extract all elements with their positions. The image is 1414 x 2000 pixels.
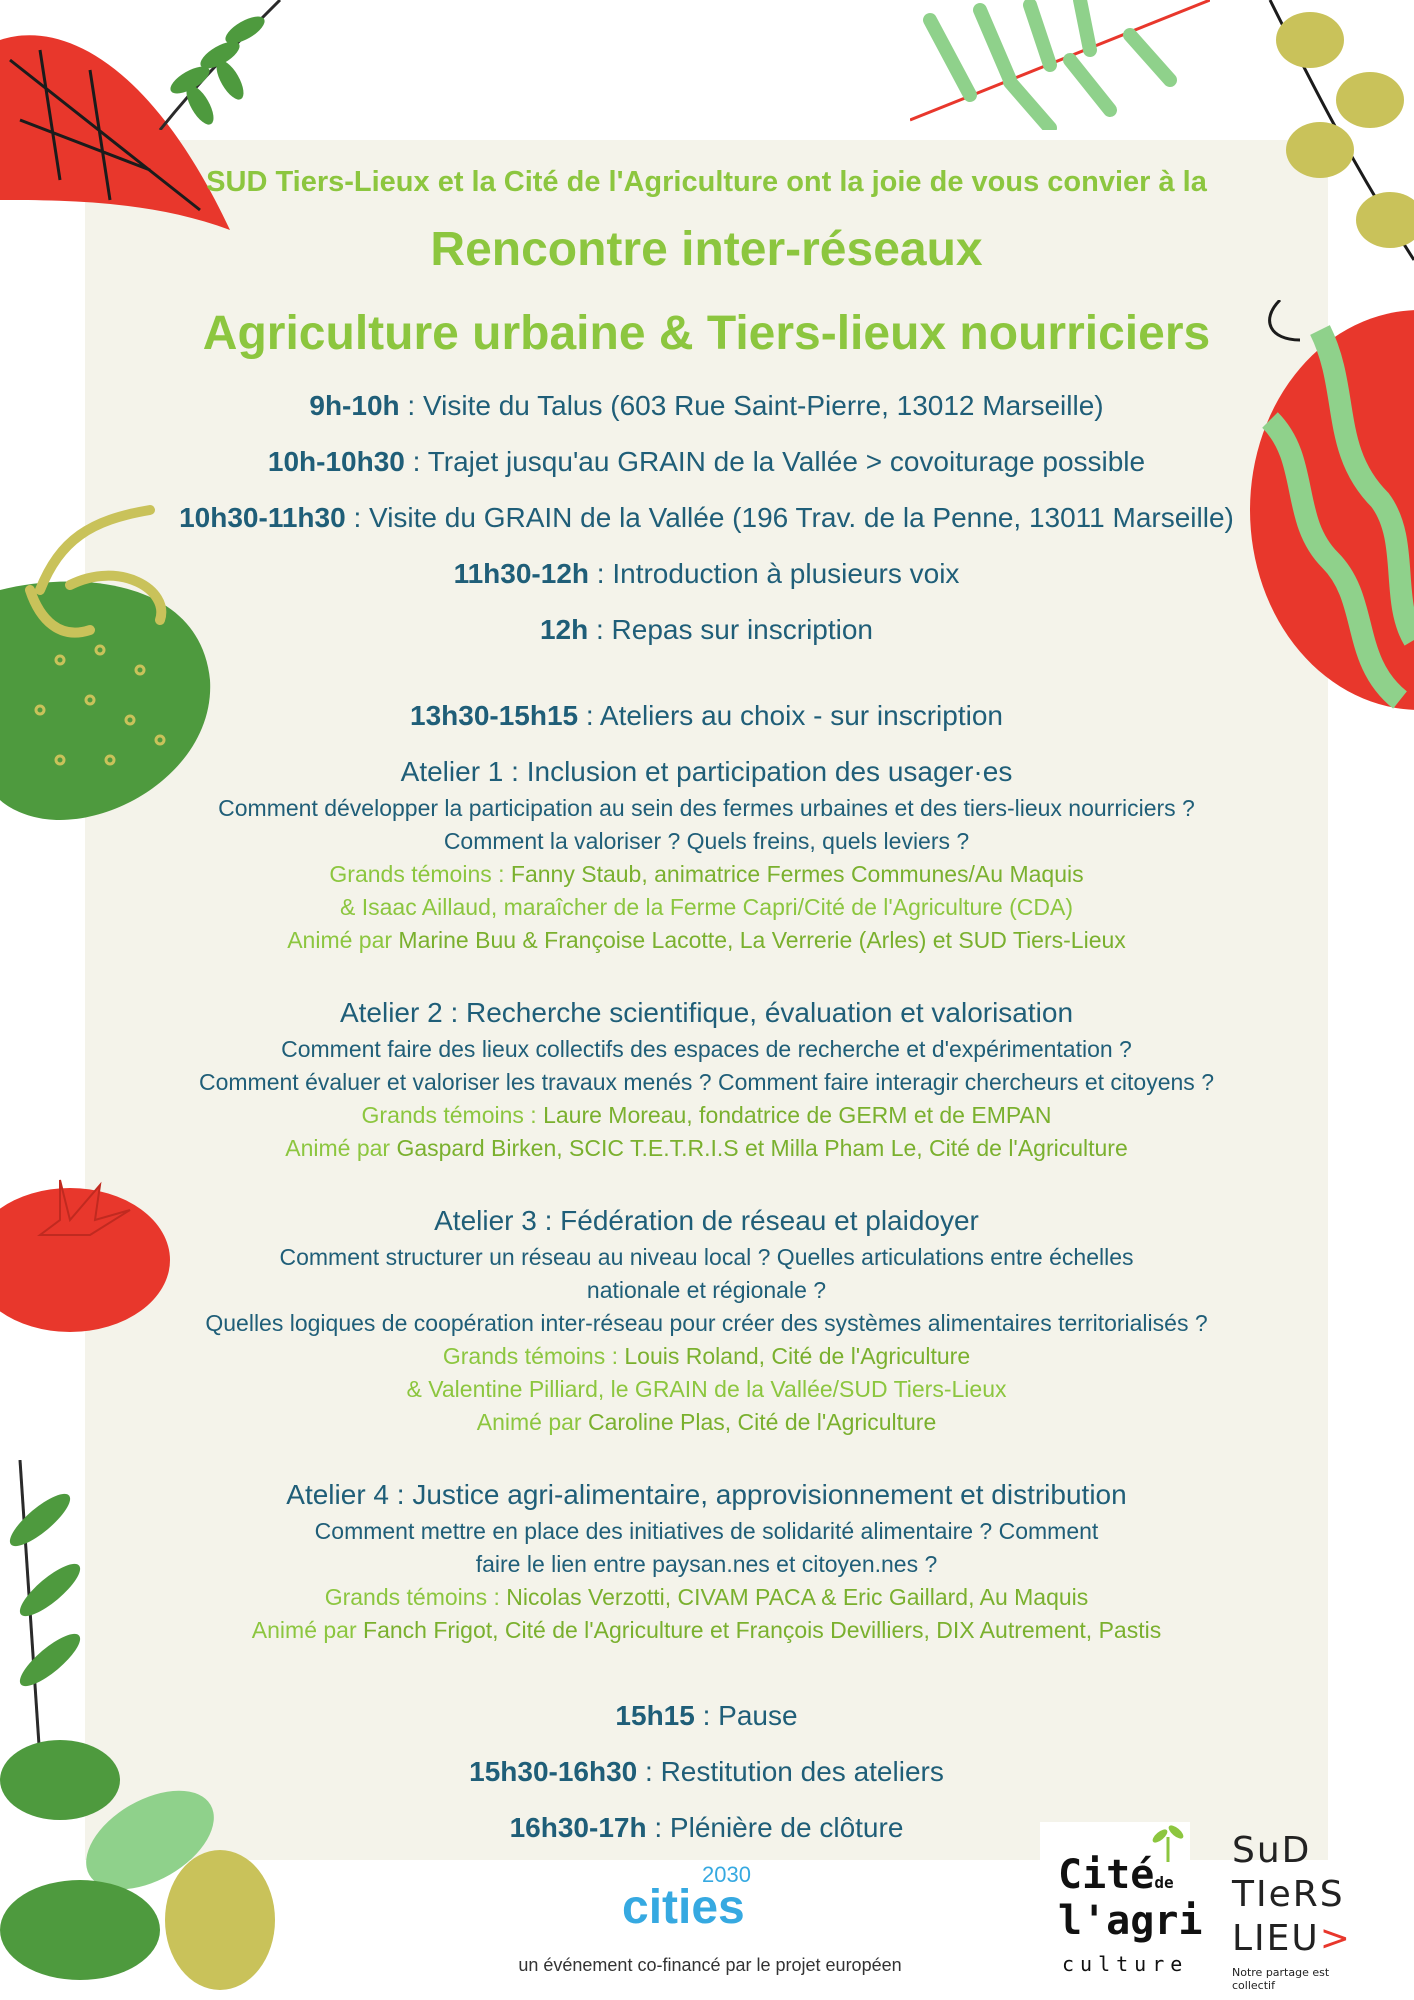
schedule-time: 15h30-16h30	[469, 1756, 638, 1787]
host-names: Marine Buu & Françoise Lacotte, La Verrerie (Arles) et SUD Tiers-Lieux	[398, 927, 1126, 953]
schedule-text: : Plénière de clôture	[646, 1812, 904, 1843]
workshop-host	[85, 1406, 1328, 1439]
cities-name: cities	[622, 1881, 745, 1934]
workshop-1	[85, 752, 1328, 957]
workshop-witnesses	[85, 1581, 1328, 1614]
schedule-text: : Pause	[694, 1700, 798, 1731]
schedule-item	[85, 1756, 1328, 1788]
host-label: Animé par	[251, 1617, 364, 1643]
workshop-3	[85, 1201, 1328, 1439]
workshop-question: Comment mettre en place des initiatives de solidarité alimentaire ? Comment faire le lien entre paysan.nes et citoyen.nes ?	[314, 1518, 1099, 1577]
schedule-text: : Repas sur inscription	[588, 614, 874, 645]
schedule-text: : Visite du Talus (603 Rue Saint-Pierre, 13012 Marseille)	[399, 390, 1104, 421]
host-label: Animé par	[287, 927, 399, 953]
cities-year: 2030	[702, 1862, 751, 1887]
witness-names: Nicolas Verzotti, CIVAM PACA & Eric Gaillard, Au Maquis	[506, 1584, 1089, 1610]
footer-cofinanced: un événement co-financé par le projet européen	[518, 1955, 902, 1975]
schedule-time: 12h	[539, 614, 589, 645]
schedule-time: 16h30-17h	[509, 1812, 647, 1843]
sud-tagline: Notre partage est collectif	[1232, 1966, 1330, 1992]
workshop-question: Comment évaluer et valoriser les travaux menés ? Comment faire interagir chercheurs et citoyens ?	[199, 1069, 1214, 1095]
witness-names: Laure Moreau, fondatrice de GERM et de EMPAN	[543, 1102, 1052, 1128]
workshop-title: Atelier 1 : Inclusion et participation des usager·es	[400, 756, 1013, 787]
workshop-witnesses-cont: & Isaac Aillaud, maraîcher de la Ferme Capri/Cité de l'Agriculture (CDA)	[339, 894, 1073, 920]
cite-line1	[1058, 1852, 1174, 1898]
cite-word: Cité	[1058, 1852, 1155, 1898]
cite-de: de	[1154, 1873, 1174, 1892]
event-title: Rencontre inter-réseaux	[430, 223, 983, 276]
schedule-time: 9h-10h	[309, 390, 400, 421]
schedule-time: 13h30-15h15	[410, 700, 579, 731]
host-label: Animé par	[285, 1135, 397, 1161]
workshop-witnesses	[85, 858, 1328, 891]
schedule-time: 15h15	[615, 1700, 695, 1731]
workshop-title: Atelier 2 : Recherche scientifique, évaluation et valorisation	[339, 997, 1074, 1028]
workshop-witnesses	[85, 1340, 1328, 1373]
workshop-question: Comment la valoriser ? Quels freins, quels leviers ?	[443, 828, 970, 854]
host-names: Fanch Frigot, Cité de l'Agriculture et François Devilliers, DIX Autrement, Pastis	[363, 1617, 1162, 1643]
host-names: Gaspard Birken, SCIC T.E.T.R.I.S et Milla Pham Le, Cité de l'Agriculture	[396, 1135, 1128, 1161]
host-names: Caroline Plas, Cité de l'Agriculture	[587, 1409, 937, 1435]
schedule-text: : Introduction à plusieurs voix	[589, 558, 960, 589]
sud-line3	[1232, 1918, 1352, 1959]
sud-arrow-icon: >	[1319, 1918, 1352, 1959]
schedule-item	[85, 558, 1328, 590]
schedule-item	[85, 390, 1328, 422]
workshop-question: Comment structurer un réseau au niveau local ? Quelles articulations entre échelles nationale et régionale ?	[279, 1244, 1134, 1303]
sud-line1: SuD	[1232, 1830, 1312, 1871]
witness-label: Grands témoins :	[324, 1584, 507, 1610]
workshop-question: Comment faire des lieux collectifs des espaces de recherche et d'expérimentation ?	[281, 1036, 1132, 1062]
workshop-host	[85, 1614, 1328, 1647]
event-subtitle: Agriculture urbaine & Tiers-lieux nourriciers	[202, 307, 1211, 360]
cite-line3: culture	[1062, 1952, 1189, 1976]
workshop-host	[85, 924, 1328, 957]
schedule-text: : Ateliers au choix - sur inscription	[578, 700, 1003, 731]
witness-label: Grands témoins :	[442, 1343, 625, 1369]
workshop-question: Comment développer la participation au sein des fermes urbaines et des tiers-lieux nourriciers ?	[218, 795, 1195, 821]
witness-label: Grands témoins :	[361, 1102, 544, 1128]
palm-leaf-icon	[910, 0, 1210, 130]
workshop-host	[85, 1132, 1328, 1165]
schedule-time: 10h-10h30	[267, 446, 405, 477]
schedule-item	[85, 502, 1328, 534]
schedule-item	[85, 700, 1328, 732]
sud-lieu: LIEU	[1232, 1918, 1320, 1959]
sud-line2: TIeRS	[1232, 1874, 1345, 1915]
witness-names: Louis Roland, Cité de l'Agriculture	[624, 1343, 971, 1369]
cite-agriculture-logo	[1040, 1822, 1203, 1992]
schedule-text: : Trajet jusqu'au GRAIN de la Vallée > covoiturage possible	[404, 446, 1146, 477]
schedule-item	[85, 614, 1328, 646]
schedule-text: : Restitution des ateliers	[637, 1756, 944, 1787]
fern-leaf-icon	[150, 0, 290, 130]
host-label: Animé par	[476, 1409, 588, 1435]
cite-line2: l'agri	[1058, 1898, 1203, 1944]
workshop-witnesses	[85, 1099, 1328, 1132]
schedule-time: 11h30-12h	[453, 558, 589, 589]
sud-tiers-lieux-logo	[1220, 1830, 1370, 1990]
witness-names: Fanny Staub, animatrice Fermes Communes/Au Maquis	[510, 861, 1084, 887]
workshop-question: Quelles logiques de coopération inter-réseau pour créer des systèmes alimentaires territorialisés ?	[205, 1310, 1208, 1336]
workshop-4	[85, 1475, 1328, 1647]
workshop-2	[85, 993, 1328, 1165]
workshops-section	[85, 752, 1328, 1683]
intro-line: SUD Tiers-Lieux et la Cité de l'Agriculture ont la joie de vous convier à la	[206, 166, 1207, 198]
schedule-item	[85, 446, 1328, 478]
schedule-time: 10h30-11h30	[179, 502, 346, 533]
workshop-title: Atelier 4 : Justice agri-alimentaire, approvisionnement et distribution	[286, 1479, 1127, 1510]
witness-label: Grands témoins :	[329, 861, 511, 887]
workshop-witnesses-cont: & Valentine Pilliard, le GRAIN de la Vallée/SUD Tiers-Lieux	[406, 1376, 1007, 1402]
schedule-text: : Visite du GRAIN de la Vallée (196 Trav. de la Penne, 13011 Marseille)	[345, 502, 1234, 533]
schedule-item	[85, 1700, 1328, 1732]
workshop-title: Atelier 3 : Fédération de réseau et plaidoyer	[434, 1205, 979, 1236]
